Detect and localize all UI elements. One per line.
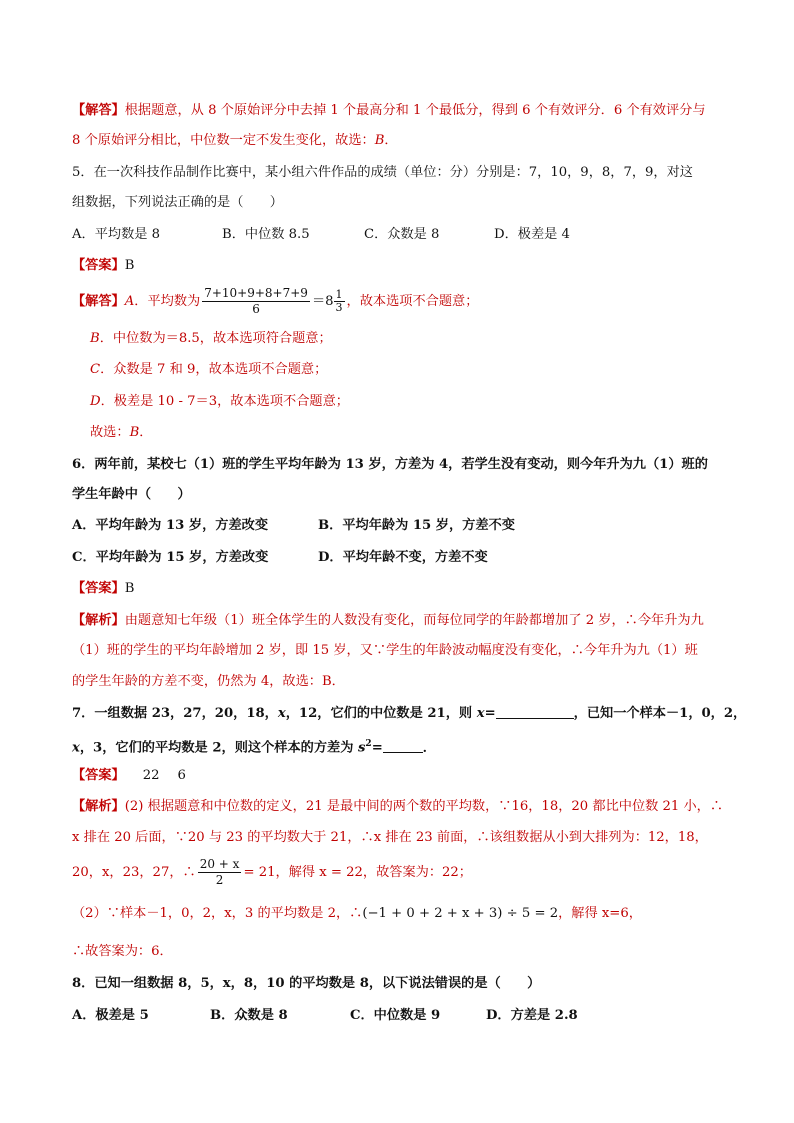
q7-analysis-line4: （2）∵样本－1，0，2，x，3 的平均数是 2，∴(−1 + 0 + 2 + x + 3) ÷ 5 = 2，解得 x=6，	[72, 906, 642, 921]
q6-stem-line1: 6．两年前，某校七（1）班的学生平均年龄为 13 岁，方差为 4，若学生没有变动，则今年升为九（1）班的	[72, 457, 708, 472]
q6-stem-line2: 学生年龄中（ ）	[72, 487, 191, 502]
q6-option-b: B．平均年龄为 15 岁，方差不变	[318, 518, 515, 533]
q5-option-d: D．极差是 4	[494, 227, 570, 242]
q7-analysis-line3: 20，x，23，27，∴ $\frac{20 + x}{2}$ = 21，解得 x = 22，故答案为：22；	[72, 857, 472, 887]
q5-solution-a: 【解答】A．平均数为 $\frac{7+10+9+8+7+9}{6}$ ＝8 $\frac{1}{3}$ ，故本选项不合题意；	[72, 286, 479, 316]
q8-stem: 8．已知一组数据 8，5，x，8，10 的平均数是 8，以下说法错误的是（ ）	[72, 976, 541, 991]
q7-analysis-line5: ∴故答案为：6．	[72, 944, 173, 959]
q5-mean-fraction: $\frac{7+10+9+8+7+9}{6}$	[204, 286, 308, 316]
q6-analysis-line3: 的学生年龄的方差不变，仍然为 4，故选：B．	[72, 674, 345, 689]
q7-stem-line2: x，3，它们的平均数是 2，则这个样本的方差为 $s^2=$ ．	[72, 739, 436, 756]
q6-answer: 【答案】B	[72, 581, 135, 596]
q5-stem-line1: 5．在一次科技作品制作比赛中，某小组六件作品的成绩（单位：分）分别是：7，10，9，8，7，9，对这	[72, 165, 693, 180]
q7-analysis-line2: x 排在 20 后面，∵20 与 23 的平均数大于 21，∴x 排在 23 前面，∴该组数据从小到大排列为：12，18，	[72, 830, 708, 845]
q6-analysis-line2: （1）班的学生的平均年龄增加 2 岁，即 15 岁，又∵学生的年龄波动幅度没有变化，∴今年升为九（1）班	[72, 643, 698, 658]
q5-mixed-fraction: $\frac{1}{3}$	[335, 288, 343, 314]
q7-blank-2[interactable]	[383, 738, 423, 753]
q7-answer: 【答案】 22 6	[72, 768, 186, 783]
q8-option-d: D．方差是 2.8	[486, 1008, 578, 1023]
q6-option-c: C．平均年龄为 15 岁，方差改变	[72, 550, 269, 565]
q5-solution-c: C．众数是 7 和 9，故本选项不合题意；	[90, 362, 328, 377]
q7-analysis-line1: 【解析】(2) 根据题意和中位数的定义，21 是最中间的两个数的平均数，∵16，18，20 都比中位数 21 小，∴	[72, 799, 724, 814]
q8-option-b: B．众数是 8	[210, 1008, 288, 1023]
q5-solution-b: B．中位数为＝8.5，故本选项符合题意；	[90, 331, 332, 346]
q8-option-c: C．中位数是 9	[350, 1008, 441, 1023]
q6-option-a: A．平均年龄为 13 岁，方差改变	[72, 518, 269, 533]
q5-choose: 故选：B．	[90, 425, 153, 440]
q5-option-b: B．中位数 8.5	[222, 227, 310, 242]
q5-stem-line2: 组数据，下列说法正确的是（ ）	[72, 195, 283, 210]
q6-analysis-line1: 【解析】由题意知七年级（1）班全体学生的人数没有变化，而每位同学的年龄都增加了 2 岁，∴今年升为九	[72, 613, 704, 628]
q4-solution-line1: 【解答】根据题意，从 8 个原始评分中去掉 1 个最高分和 1 个最低分，得到 6 个有效评分．6 个有效评分与	[72, 103, 706, 118]
q7-blank-1[interactable]	[496, 704, 574, 719]
q5-answer: 【答案】B	[72, 258, 135, 273]
q5-option-a: A．平均数是 8	[72, 227, 161, 242]
q6-option-d: D．平均年龄不变，方差不变	[318, 550, 488, 565]
q7-median-fraction: $\frac{20 + x}{2}$	[199, 857, 240, 887]
q7-stem-line1: 7．一组数据 23，27，20，18，x，12，它们的中位数是 21，则 x= ，已知一个样本－1，0，2，	[72, 706, 747, 721]
q5-solution-d: D．极差是 10 - 7＝3，故本选项不合题意；	[90, 394, 349, 409]
q8-option-a: A．极差是 5	[72, 1008, 149, 1023]
q4-solution-line2: 8 个原始评分相比，中位数一定不发生变化，故选：B．	[72, 133, 398, 148]
q5-option-c: C．众数是 8	[364, 227, 440, 242]
